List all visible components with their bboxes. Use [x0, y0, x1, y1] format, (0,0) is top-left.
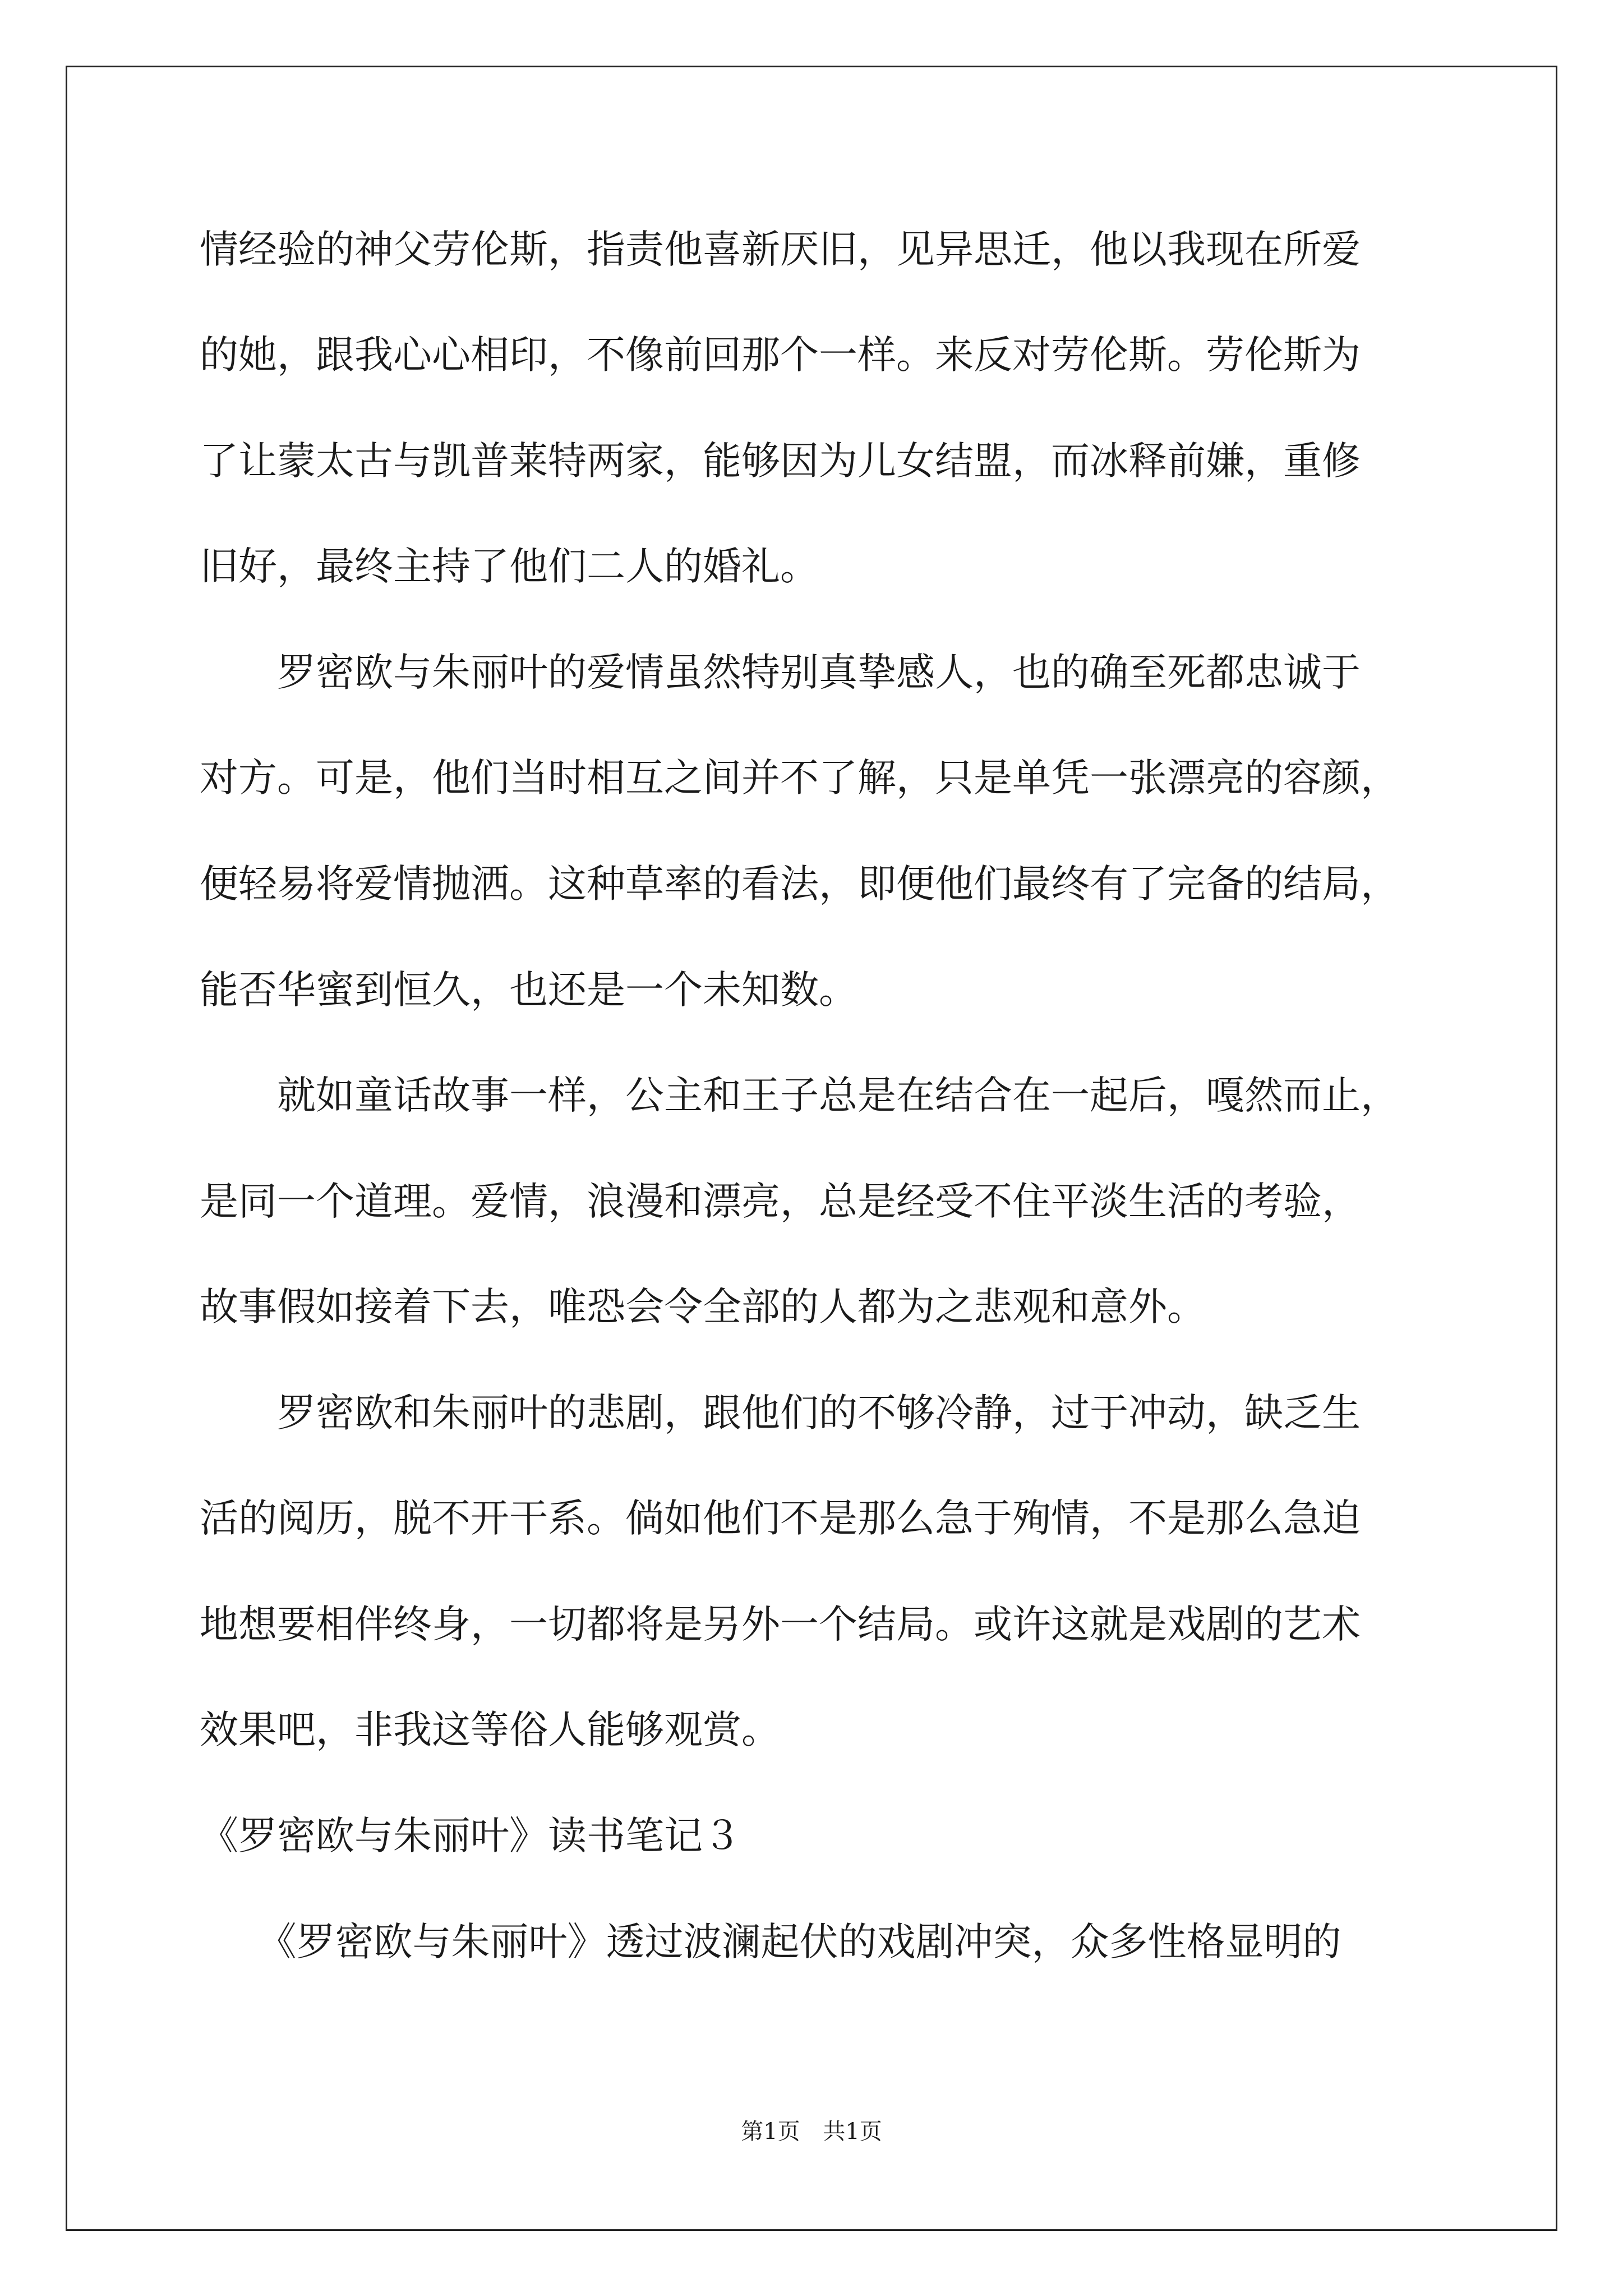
section-heading: 《罗密欧与朱丽叶》读书笔记３: [200, 1814, 741, 1858]
page-frame: [66, 66, 1557, 2231]
text-line: 《罗密欧与朱丽叶》透过波澜起伏的戏剧冲突，众多性格显明的: [200, 1920, 1341, 1964]
text-line: 旧好，最终主持了他们二人的婚礼。: [200, 544, 819, 589]
text-line: 情经验的神父劳伦斯，指责他喜新厌旧，见异思迁，他以我现在所爱: [200, 227, 1361, 272]
text-line: 了让蒙太古与凯普莱特两家，能够因为儿女结盟，而冰释前嫌，重修: [200, 439, 1361, 484]
page-total: 共1页: [823, 2119, 882, 2145]
text-line: 活的阅历，脱不开干系。倘如他们不是那么急于殉情，不是那么急迫: [200, 1496, 1361, 1541]
text-line: 便轻易将爱情抛洒。这种草率的看法，即便他们最终有了完备的结局，: [200, 862, 1399, 907]
text-line: 故事假如接着下去，唯恐会令全部的人都为之悲观和意外。: [200, 1285, 1206, 1329]
text-line: 罗密欧与朱丽叶的爱情虽然特别真挚感人，也的确至死都忠诚于: [200, 650, 1361, 695]
page-footer: [0, 2118, 1623, 2146]
text-line: 就如童话故事一样，公主和王子总是在结合在一起后，嘎然而止，: [200, 1073, 1399, 1118]
text-line: 是同一个道理。爱情，浪漫和漂亮，总是经受不住平淡生活的考验，: [200, 1179, 1361, 1224]
page-number: 第1页: [741, 2119, 800, 2145]
text-line: 能否华蜜到恒久，也还是一个未知数。: [200, 968, 857, 1013]
text-line: 地想要相伴终身，一切都将是另外一个结局。或许这就是戏剧的艺术: [200, 1602, 1361, 1647]
text-line: 的她，跟我心心相印，不像前回那个一样。来反对劳伦斯。劳伦斯为: [200, 333, 1361, 378]
text-line: 罗密欧和朱丽叶的悲剧，跟他们的不够冷静，过于冲动，缺乏生: [200, 1391, 1361, 1435]
text-line: 对方。可是，他们当时相互之间并不了解，只是单凭一张漂亮的容颜，: [200, 756, 1399, 800]
text-line: 效果吧，非我这等俗人能够观赏。: [200, 1708, 780, 1752]
